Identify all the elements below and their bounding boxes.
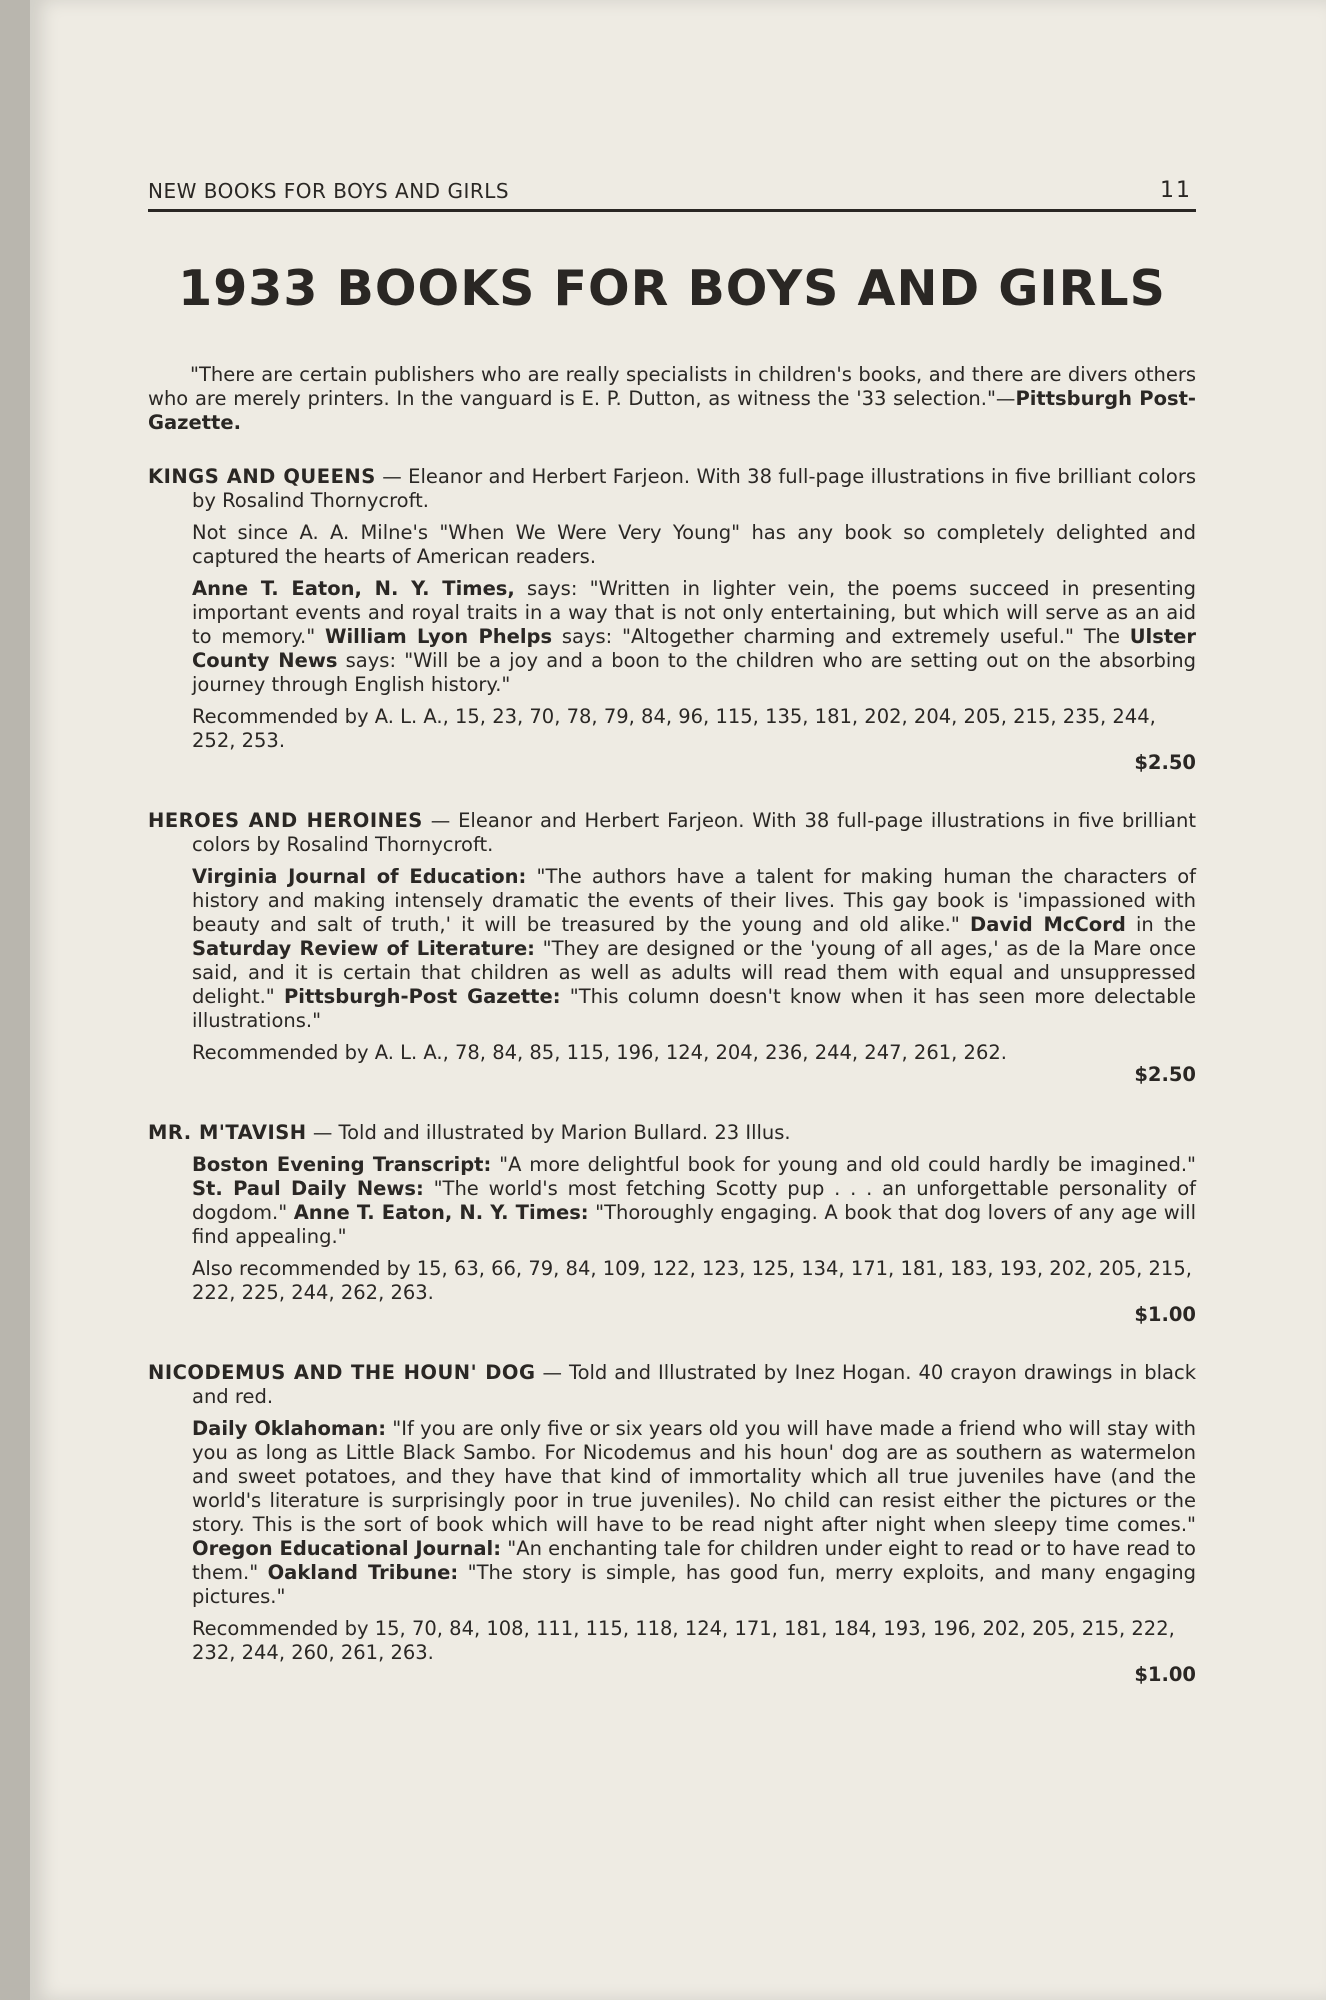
entry-reviews bbox=[148, 577, 1196, 697]
book-title: NICODEMUS AND THE HOUN' DOG bbox=[148, 1361, 536, 1384]
reviewer: Pittsburgh-Post Gazette: bbox=[284, 985, 561, 1008]
running-title: NEW BOOKS FOR BOYS AND GIRLS bbox=[148, 179, 510, 203]
book-byline: — Eleanor and Herbert Farjeon. With 38 full-page illustrations in five brilliant colors by Rosalind Thornycroft. bbox=[192, 809, 1197, 856]
recommended-by: Recommended by A. L. A., 15, 23, 70, 78, 79, 84, 96, 115, 135, 181, 202, 204, 205, 215, 235, 244, 252, 253. bbox=[192, 705, 1156, 752]
recommended-by: Recommended by 15, 70, 84, 108, 111, 115, 118, 124, 171, 181, 184, 193, 196, 202, 205, 215, 222, 232, 244, 260, 261, 263. bbox=[192, 1617, 1175, 1664]
entry-heading bbox=[148, 465, 1196, 513]
reviewer: St. Paul Daily News: bbox=[192, 1177, 424, 1200]
book-entry-mr-mtavish bbox=[148, 1121, 1196, 1327]
review-text: "The story is simple, has good fun, merry exploits, and many engaging pictures." bbox=[192, 1561, 1196, 1608]
book-byline: — Told and Illustrated by Inez Hogan. 40 crayon drawings in black and red. bbox=[192, 1361, 1196, 1408]
review-text: "The world's most fetching Scotty pup . . . an unforgettable personality of dogdom." bbox=[192, 1177, 1196, 1224]
book-price: $1.00 bbox=[1134, 1663, 1196, 1686]
review-text: "They are designed or the 'young of all ages,' as de la Mare once said, and it is certain that children as well as adults will read them with equal and unsuppressed delight." bbox=[192, 937, 1196, 1008]
intro-quote-text: "There are certain publishers who are really specialists in children's books, and there are divers others who are merely printers. In the vanguard is E. P. Dutton, as witness the '33 selection."— bbox=[148, 363, 1196, 410]
review-text: in the bbox=[1125, 913, 1196, 936]
reviewer: Saturday Review of Literature: bbox=[192, 937, 535, 960]
book-price: $1.00 bbox=[1134, 1303, 1196, 1326]
intro-source: Pittsburgh Post-Gazette. bbox=[148, 387, 1196, 434]
review-text: "This column doesn't know when it has seen more delectable illustrations." bbox=[192, 985, 1197, 1032]
review-text: says: "Written in lighter vein, the poems succeed in presenting important events and royal traits in a way that is not only entertaining, but which will serve as an aid to memory." bbox=[192, 577, 1196, 648]
book-title: MR. M'TAVISH bbox=[148, 1121, 307, 1144]
reviewer: William Lyon Phelps bbox=[324, 625, 553, 648]
recommended-by: Recommended by A. L. A., 78, 84, 85, 115, 196, 124, 204, 236, 244, 247, 261, 262. bbox=[192, 1041, 1007, 1064]
page bbox=[30, 0, 1326, 2000]
entry-heading bbox=[148, 809, 1196, 857]
review-text: "The authors have a talent for making human the characters of history and making intensely dramatic the events of their lives. This gay book is 'impassioned with beauty and salt of truth,' it will be treasured by the young and old alike." bbox=[192, 865, 1196, 936]
reviewer: David McCord bbox=[970, 913, 1126, 936]
review-text: "Thoroughly engaging. A book that dog lovers of any age will find appealing." bbox=[192, 1201, 1197, 1248]
review-text: says: "Will be a joy and a boon to the children who are setting out on the absorbing journey through English history." bbox=[192, 649, 1196, 696]
book-entry-kings-and-queens bbox=[148, 465, 1196, 775]
review-text: "An enchanting tale for children under eight to read or to have read to them." bbox=[192, 1537, 1196, 1584]
reviewer: Oakland Tribune: bbox=[267, 1561, 459, 1584]
book-price: $2.50 bbox=[1134, 1063, 1196, 1086]
reviewer: Anne T. Eaton, N. Y. Times: bbox=[293, 1201, 589, 1224]
entry-heading bbox=[148, 1121, 1196, 1145]
book-byline: — Told and illustrated by Marion Bullard. 23 Illus. bbox=[306, 1121, 791, 1144]
review-text: "A more delightful book for young and old could hardly be imagined." bbox=[491, 1153, 1196, 1176]
entry-reviews bbox=[148, 1417, 1196, 1609]
reviewer: Anne T. Eaton, N. Y. Times, bbox=[192, 577, 515, 600]
book-entry-nicodemus bbox=[148, 1361, 1196, 1687]
book-title: HEROES AND HEROINES bbox=[148, 809, 423, 832]
entry-paragraph: Not since A. A. Milne's "When We Were Very Young" has any book so completely delighted and captured the hearts of American readers. bbox=[192, 521, 1196, 568]
reviewer: Virginia Journal of Education: bbox=[192, 865, 527, 888]
book-title: KINGS AND QUEENS bbox=[148, 465, 376, 488]
running-header bbox=[148, 178, 1196, 212]
page-title: 1933 BOOKS FOR BOYS AND GIRLS bbox=[178, 260, 1166, 317]
reviewer: Daily Oklahoman: bbox=[192, 1417, 387, 1440]
page-number: 11 bbox=[1160, 178, 1192, 203]
book-byline: — Eleanor and Herbert Farjeon. With 38 full-page illustrations in five brilliant colors by Rosalind Thornycroft. bbox=[192, 465, 1197, 512]
recommended-by: Also recommended by 15, 63, 66, 79, 84, 109, 122, 123, 125, 134, 171, 181, 183, 193, 202, 205, 215, 222, 225, 244, 262, 263. bbox=[192, 1257, 1192, 1304]
entry-reviews bbox=[148, 1153, 1196, 1249]
reviewer: Ulster County News bbox=[192, 625, 1197, 672]
book-entry-heroes-and-heroines bbox=[148, 809, 1196, 1087]
intro-quote bbox=[148, 363, 1196, 435]
page-content bbox=[148, 178, 1196, 1721]
reviewer: Boston Evening Transcript: bbox=[192, 1153, 492, 1176]
review-text: "If you are only five or six years old you will have made a friend who will stay with you as long as Little Black Sambo. For Nicodemus and his houn' dog are as southern as watermelon and sweet potatoes, and they have that kind of immortality which all true juveniles have (and the world's literature is surprisingly poor in true juveniles). No child can resist either the pictures or the story. This is the sort of book which will have to be read night after night when sleepy time comes." bbox=[192, 1417, 1196, 1536]
entry-heading bbox=[148, 1361, 1196, 1409]
book-price: $2.50 bbox=[1134, 751, 1196, 774]
reviewer: Oregon Educational Journal: bbox=[192, 1537, 502, 1560]
entry-reviews bbox=[148, 865, 1196, 1033]
review-text: says: "Altogether charming and extremely useful." The bbox=[552, 625, 1130, 648]
